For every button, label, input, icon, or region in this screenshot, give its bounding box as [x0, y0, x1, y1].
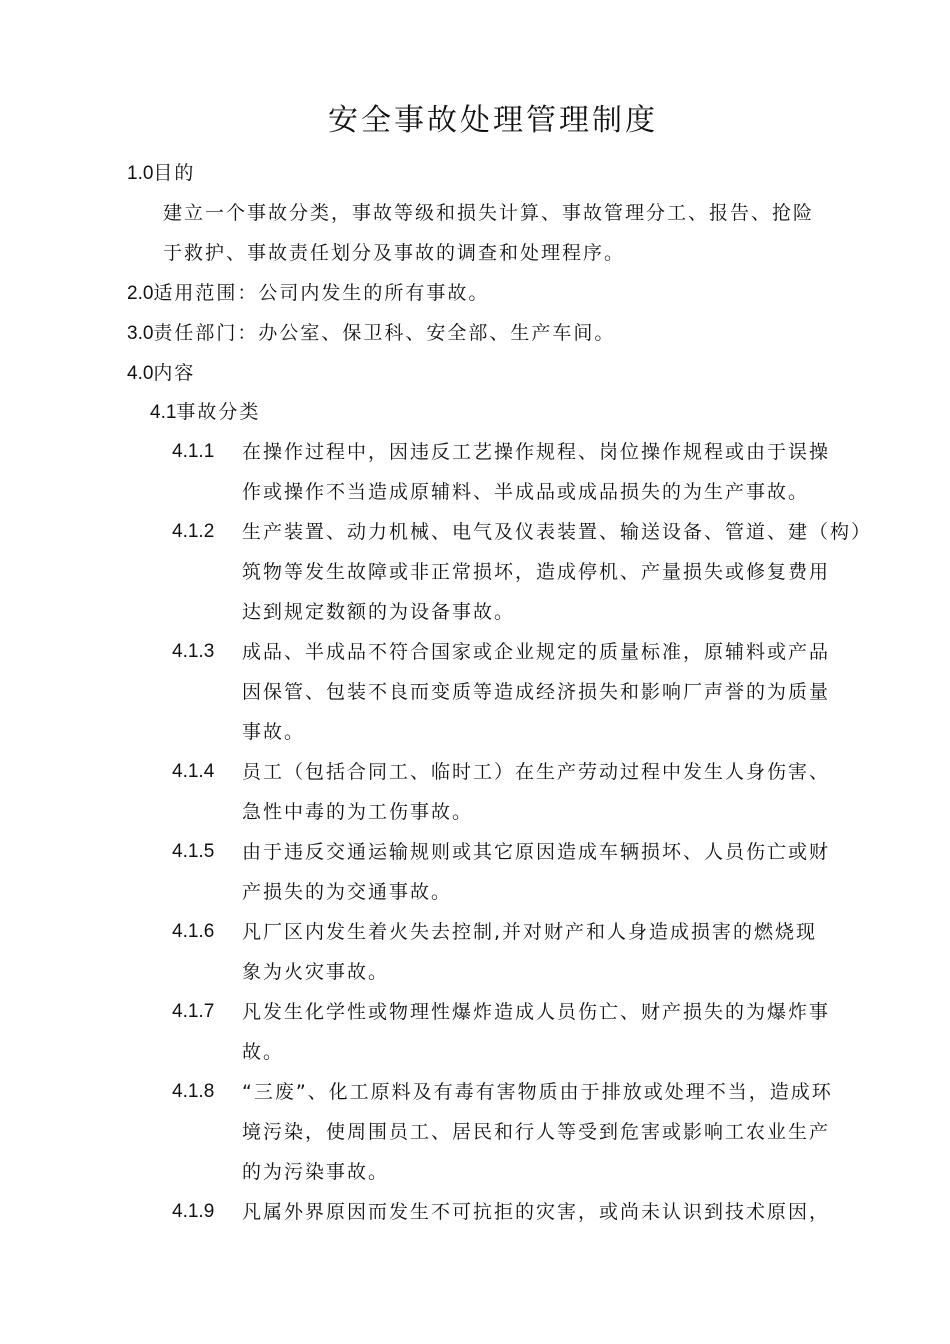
section-number: 4.0: [127, 363, 154, 384]
section-label: 内容: [153, 362, 196, 384]
section-label: 适用范围：公司内发生的所有事故。: [153, 282, 490, 304]
item-text-line: 急性中毒的为工伤事故。: [242, 801, 474, 823]
item-text-line: 凡属外界原因而发生不可抗拒的灾害，或尚未认识到技术原因，: [242, 1201, 831, 1223]
item-text-line: 象为火灾事故。: [242, 961, 390, 983]
item-text-line: 故。: [242, 1041, 285, 1063]
section-1-body-line: 建立一个事故分类，事故等级和损失计算、事故管理分工、报告、抢险: [163, 202, 815, 224]
item-text: [242, 1080, 862, 1200]
section-1-heading: [127, 161, 195, 186]
item-text-line: 的为污染事故。: [242, 1161, 390, 1183]
item-number: 4.1.2: [172, 521, 215, 542]
item-text-line: 事故。: [242, 721, 306, 743]
item-number: 4.1.9: [172, 1201, 215, 1222]
item-number: 4.1.1: [172, 441, 215, 462]
item-number: 4.1.4: [172, 761, 215, 782]
item-text: [242, 440, 862, 520]
item-text-line: 在操作过程中，因违反工艺操作规程、岗位操作规程或由于误操: [242, 441, 831, 463]
item-text: [242, 760, 862, 840]
item-number: 4.1.5: [172, 841, 215, 862]
item-text-line: 凡发生化学性或物理性爆炸造成人员伤亡、财产损失的为爆炸事: [242, 1001, 831, 1023]
item-text-line: 达到规定数额的为设备事故。: [242, 601, 516, 623]
item-number: 4.1.8: [172, 1081, 215, 1102]
item-text-line: 筑物等发生故障或非正常损坏，造成停机、产量损失或修复费用: [242, 561, 831, 583]
section-number: 4.1: [150, 402, 177, 423]
section-3-heading: [127, 321, 615, 346]
item-text-line: 境污染，使周围员工、居民和行人等受到危害或影响工农业生产: [242, 1121, 831, 1143]
item-number: 4.1.3: [172, 641, 215, 662]
item-text: [242, 1000, 862, 1080]
section-number: 3.0: [127, 323, 154, 344]
item-text-line: 由于违反交通运输规则或其它原因造成车辆损坏、人员伤亡或财: [242, 841, 831, 863]
document-title: 安全事故处理管理制度: [328, 103, 658, 138]
item-text-line: 因保管、包装不良而变质等造成经济损失和影响厂声誉的为质量: [242, 681, 831, 703]
subsection-4-1-heading: [150, 400, 260, 425]
section-label: 目的: [153, 162, 196, 184]
item-text: [242, 1200, 862, 1240]
section-number: 1.0: [127, 163, 154, 184]
section-label: 事故分类: [176, 401, 261, 423]
item-number: 4.1.6: [172, 921, 215, 942]
item-number: 4.1.7: [172, 1001, 215, 1022]
section-number: 2.0: [127, 283, 154, 304]
section-2-heading: [127, 281, 489, 306]
item-text: [242, 520, 873, 640]
section-1-body-line: 于救护、事故责任划分及事故的调查和处理程序。: [163, 242, 626, 264]
section-4-heading: [127, 361, 195, 386]
item-text-line: 成品、半成品不符合国家或企业规定的质量标准，原辅料或产品: [242, 641, 831, 663]
item-text-line: 员工（包括合同工、临时工）在生产劳动过程中发生人身伤害、: [242, 761, 831, 783]
item-text-line: 产损失的为交通事故。: [242, 881, 453, 903]
item-text-line: “三废”、化工原料及有毒有害物质由于排放或处理不当，造成环: [242, 1081, 833, 1103]
section-label: 责任部门：办公室、保卫科、安全部、生产车间。: [153, 322, 616, 344]
item-text: [242, 920, 862, 1000]
item-text-line: 生产装置、动力机械、电气及仪表装置、输送设备、管道、建（构）: [242, 521, 873, 543]
item-text: [242, 640, 862, 760]
item-text: [242, 840, 862, 920]
item-text-line: 凡厂区内发生着火失去控制,并对财产和人身造成损害的燃烧现: [242, 921, 818, 943]
item-text-line: 作或操作不当造成原辅料、半成品或成品损失的为生产事故。: [242, 481, 810, 503]
